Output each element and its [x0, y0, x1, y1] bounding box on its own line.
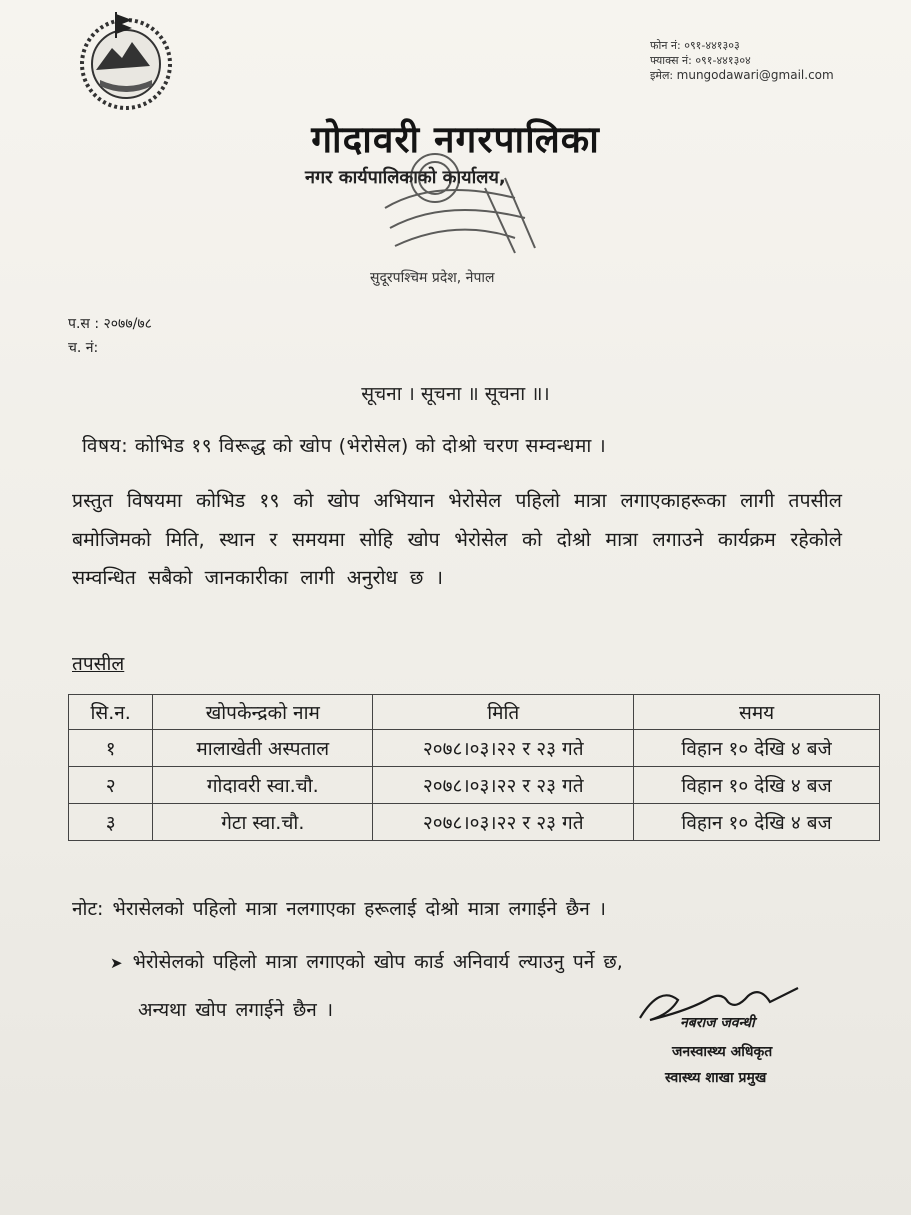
- office-stamp: [365, 138, 545, 278]
- note-line: नोट: भेरासेलको पहिलो मात्रा नलगाएका हरूलाई दोश्रो मात्रा लगाईने छैन ।: [72, 898, 606, 920]
- fax-number: फ्याक्स नं: ०९१-४४१३०४: [650, 54, 751, 67]
- email-address: mungodawari@gmail.com: [676, 68, 834, 82]
- bullet-text-line1: भेरोसेलको पहिलो मात्रा लगाएको खोप कार्ड अनिवार्य ल्याउनु पर्ने छ,: [132, 951, 623, 973]
- arrow-bullet-icon: ➤: [110, 954, 123, 972]
- phone-number: फोन नं: ०९१-४४१३०३: [650, 39, 740, 52]
- office-name: नगर कार्यपालिकाको कार्यालय,: [305, 167, 506, 188]
- reference-block: [68, 312, 152, 360]
- table-row: [69, 730, 880, 767]
- cell-date: २०७८।०३।२२ र २३ गते: [373, 767, 634, 804]
- table-header-row: [69, 695, 880, 730]
- cell-center: गेटा स्वा.चौ.: [153, 804, 373, 841]
- cell-center: मालाखेती अस्पताल: [153, 730, 373, 767]
- cell-time: विहान १० देखि ४ बज: [634, 767, 880, 804]
- nepal-emblem-logo: [70, 8, 182, 112]
- subject-line: विषय: कोभिड १९ विरूद्ध को खोप (भेरोसेल) को दोश्रो चरण सम्वन्धमा ।: [82, 435, 607, 457]
- cell-sn: ३: [69, 804, 153, 841]
- cell-center: गोदावरी स्वा.चौ.: [153, 767, 373, 804]
- dispatch-number: च. नं:: [68, 340, 99, 356]
- bullet-point: [110, 948, 623, 974]
- cell-sn: १: [69, 730, 153, 767]
- table-row: [69, 804, 880, 841]
- header-date: मिति: [373, 695, 634, 730]
- table-row: [69, 767, 880, 804]
- bullet-text-line2: अन्यथा खोप लगाईने छैन ।: [138, 999, 334, 1021]
- cell-time: विहान १० देखि ४ बजे: [634, 730, 880, 767]
- vaccination-schedule-table: [68, 694, 880, 841]
- notice-body: प्रस्तुत विषयमा कोभिड १९ को खोप अभियान भेरोसेल पहिलो मात्रा लगाएकाहरूका लागी तपसील बमोजिमको मिति, स्थान र समयमा सोहि खोप भेरोसेल को दोश्रो मात्रा लगाउने कार्यक्रम रहेकोले सम्वन्धित सबैको जानकारीका लागी अनुरोध छ ।: [72, 489, 842, 589]
- header-time: समय: [634, 695, 880, 730]
- contact-block: [650, 38, 834, 83]
- cell-sn: २: [69, 767, 153, 804]
- cell-date: २०७८।०३।२२ र २३ गते: [373, 730, 634, 767]
- organization-name: गोदावरी नगरपालिका: [311, 118, 600, 161]
- cell-date: २०७८।०३।२२ र २३ गते: [373, 804, 634, 841]
- header-center: खोपकेन्द्रको नाम: [153, 695, 373, 730]
- email-label: इमेल:: [650, 69, 674, 82]
- signatory-department: स्वास्थ्य शाखा प्रमुख: [665, 1070, 767, 1086]
- province-line: सुदूरपश्चिम प्रदेश, नेपाल: [370, 270, 495, 286]
- signatory-name: नबराज जवन्धी: [680, 1015, 755, 1031]
- letter-number: प.स : २०७७/७८: [68, 316, 152, 332]
- header-sn: सि.न.: [69, 695, 153, 730]
- notice-heading: सूचना । सूचना ॥ सूचना ॥।: [361, 383, 550, 405]
- details-heading: तपसील: [72, 653, 125, 675]
- signatory-title: जनस्वास्थ्य अधिकृत: [672, 1044, 773, 1060]
- cell-time: विहान १० देखि ४ बज: [634, 804, 880, 841]
